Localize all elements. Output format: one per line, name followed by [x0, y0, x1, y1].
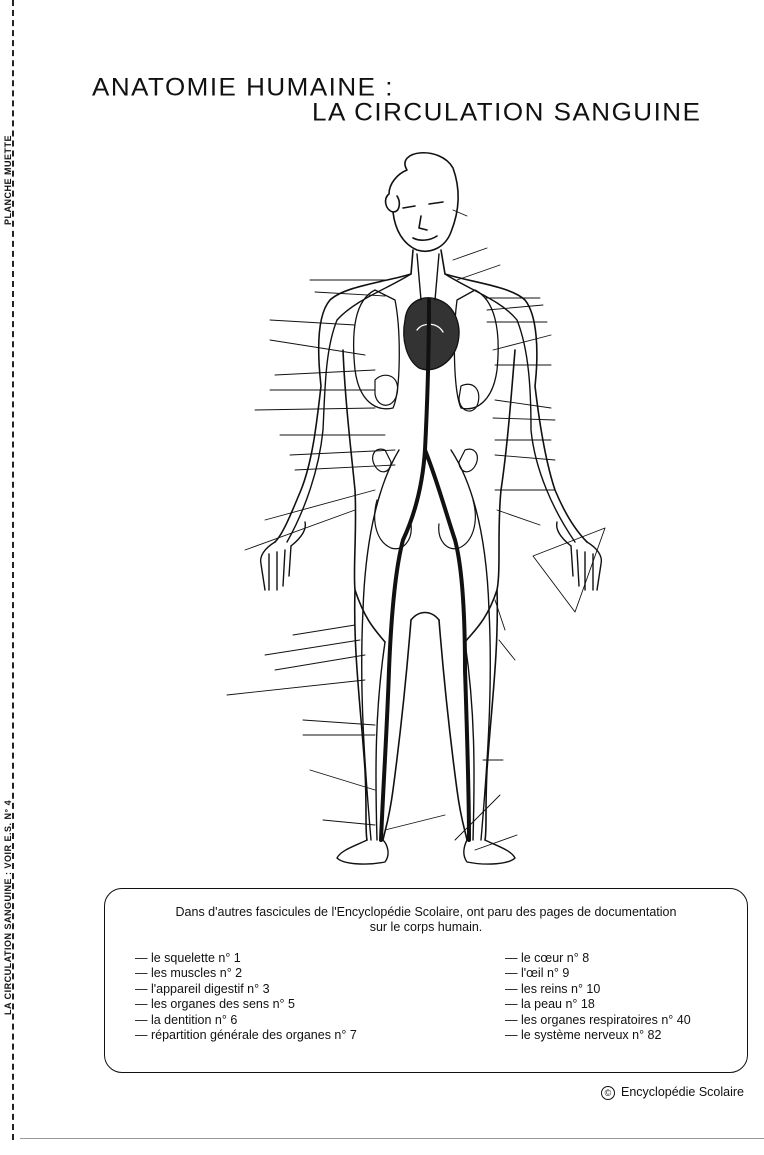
related-issues-right-list [505, 951, 691, 1043]
list-item: — les muscles n° 2 [135, 966, 243, 981]
hands-outline [261, 522, 602, 590]
list-item: — l'œil n° 9 [505, 966, 570, 981]
related-issues-left-list [135, 951, 357, 1043]
human-circulatory-system-illustration [225, 150, 625, 870]
list-item: — le squelette n° 1 [135, 951, 241, 965]
list-item: — l'appareil digestif n° 3 [135, 981, 270, 996]
intro-line-1: Dans d'autres fascicules de l'Encyclopédie Scolaire, ont paru des pages de documentation [175, 905, 677, 919]
bottom-rule [20, 1138, 764, 1139]
list-item: — les organes respiratoires n° 40 [505, 1012, 691, 1027]
list-item: — la dentition n° 6 [135, 1012, 238, 1027]
list-item: — les reins n° 10 [505, 981, 601, 996]
head-outline [386, 153, 459, 251]
list-item: — la peau n° 18 [505, 997, 595, 1012]
list-item: — les organes des sens n° 5 [135, 997, 295, 1012]
page-title-line-2: LA CIRCULATION SANGUINE [312, 97, 702, 127]
list-item: — le système nerveux n° 82 [505, 1028, 662, 1043]
page-title-line-1: ANATOMIE HUMAINE : [92, 72, 394, 102]
list-item: — répartition générale des organes n° 7 [135, 1028, 357, 1043]
related-issues-box [104, 888, 748, 1073]
side-label-bottom: LA CIRCULATION SANGUINE : VOIR E.S. N° 4 [3, 799, 13, 1015]
copyright-notice [601, 1085, 744, 1100]
feet-outline [337, 840, 515, 864]
intro-line-2: sur le corps humain. [369, 920, 483, 934]
copyright-icon: © [601, 1086, 615, 1100]
side-label-top: PLANCHE MUETTE [3, 135, 13, 225]
list-item: — le cœur n° 8 [505, 951, 590, 965]
copyright-text: Encyclopédie Scolaire [621, 1085, 744, 1099]
related-issues-intro [105, 905, 747, 935]
